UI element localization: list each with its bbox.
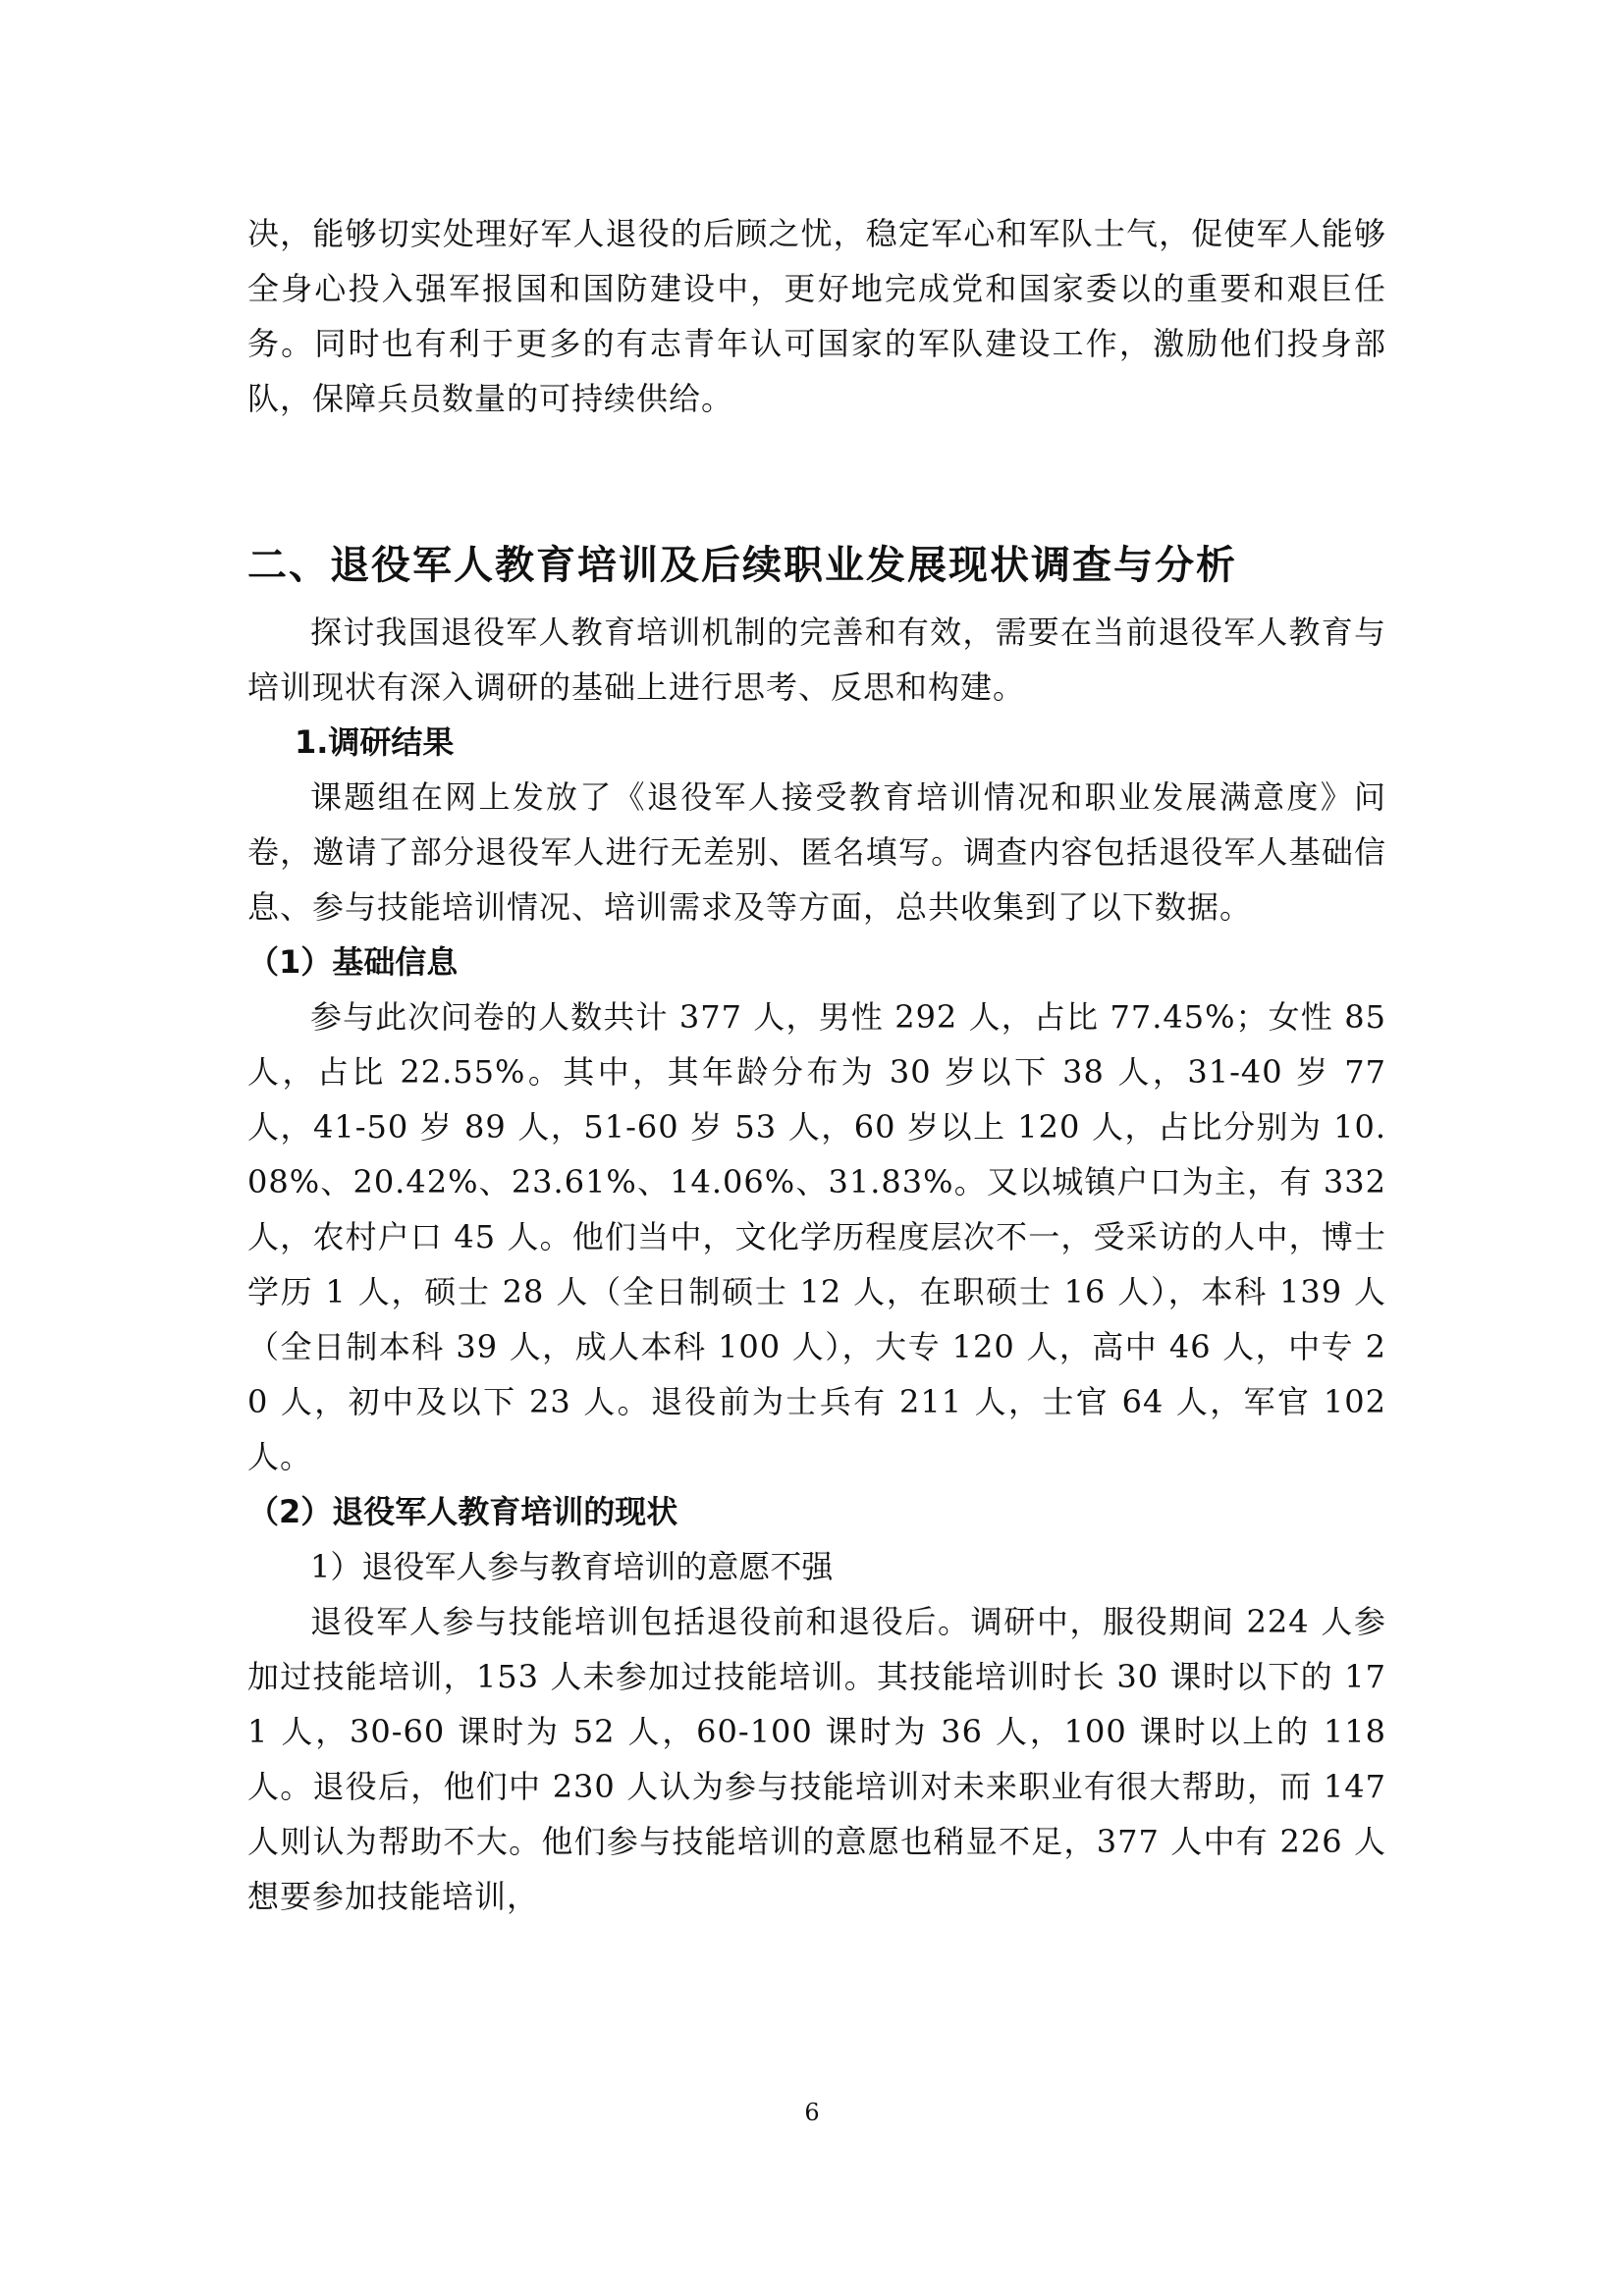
section-heading: 二、退役军人教育培训及后续职业发展现状调查与分析 <box>247 543 1237 588</box>
page-content <box>247 206 1386 1924</box>
heading-willingness: 1）退役军人参与教育培训的意愿不强 <box>310 1548 834 1585</box>
paragraph-basic-info: 参与此次问卷的人数共计 377 人，男性 292 人，占比 77.45%；女性 85 人，占比 22.55%。其中，其年龄分布为 30 岁以下 38 人，31-40 岁 77 人，41-50 岁 89 人，51-60 岁 53 人，60 岁以上 120 人，占比分别为 10.08%、20.42%、23.61%、14.06%、31.83%。又以城镇户口为主，有 332 人，农村户口 45 人。他们当中，文化学历程度层次不一，受采访的人中，博士学历 1 人，硕士 28 人（全日制硕士 12 人，在职硕士 16 人），本科 139 人（全日制本科 39 人，成人本科 100 人），大专 120 人，高中 46 人，中专 20 人，初中及以下 23 人。退役前为士兵有 211 人，士官 64 人，军官 102 人。 <box>247 998 1386 1475</box>
page-number: 6 <box>804 2099 820 2126</box>
paragraph-survey-method: 课题组在网上发放了《退役军人接受教育培训情况和职业发展满意度》问卷，邀请了部分退役军人进行无差别、匿名填写。调查内容包括退役军人基础信息、参与技能培训情况、培训需求及等方面，总共收集到了以下数据。 <box>247 778 1386 926</box>
heading-training-status: （2）退役军人教育培训的现状 <box>247 1493 678 1530</box>
subsection-heading-survey-results: 1.调研结果 <box>295 723 455 761</box>
paragraph-training-details: 退役军人参与技能培训包括退役前和退役后。调研中，服役期间 224 人参加过技能培训，153 人未参加过技能培训。其技能培训时长 30 课时以下的 171 人，30-60 课时为 52 人，60-100 课时为 36 人，100 课时以上的 118 人。退役后，他们中 230 人认为参与技能培训对未来职业有很大帮助，而 147 人则认为帮助不大。他们参与技能培训的意愿也稍显不足，377 人中有 226 人想要参加技能培训， <box>247 1603 1386 1915</box>
paragraph-continuation: 决，能够切实处理好军人退役的后顾之忧，稳定军心和军队士气，促使军人能够全身心投入强军报国和国防建设中，更好地完成党和国家委以的重要和艰巨任务。同时也有利于更多的有志青年认可国家的军队建设工作，激励他们投身部队，保障兵员数量的可持续供给。 <box>247 215 1386 417</box>
heading-basic-info: （1）基础信息 <box>247 943 459 981</box>
paragraph-intro: 探讨我国退役军人教育培训机制的完善和有效，需要在当前退役军人教育与培训现状有深入调研的基础上进行思考、反思和构建。 <box>247 614 1386 706</box>
